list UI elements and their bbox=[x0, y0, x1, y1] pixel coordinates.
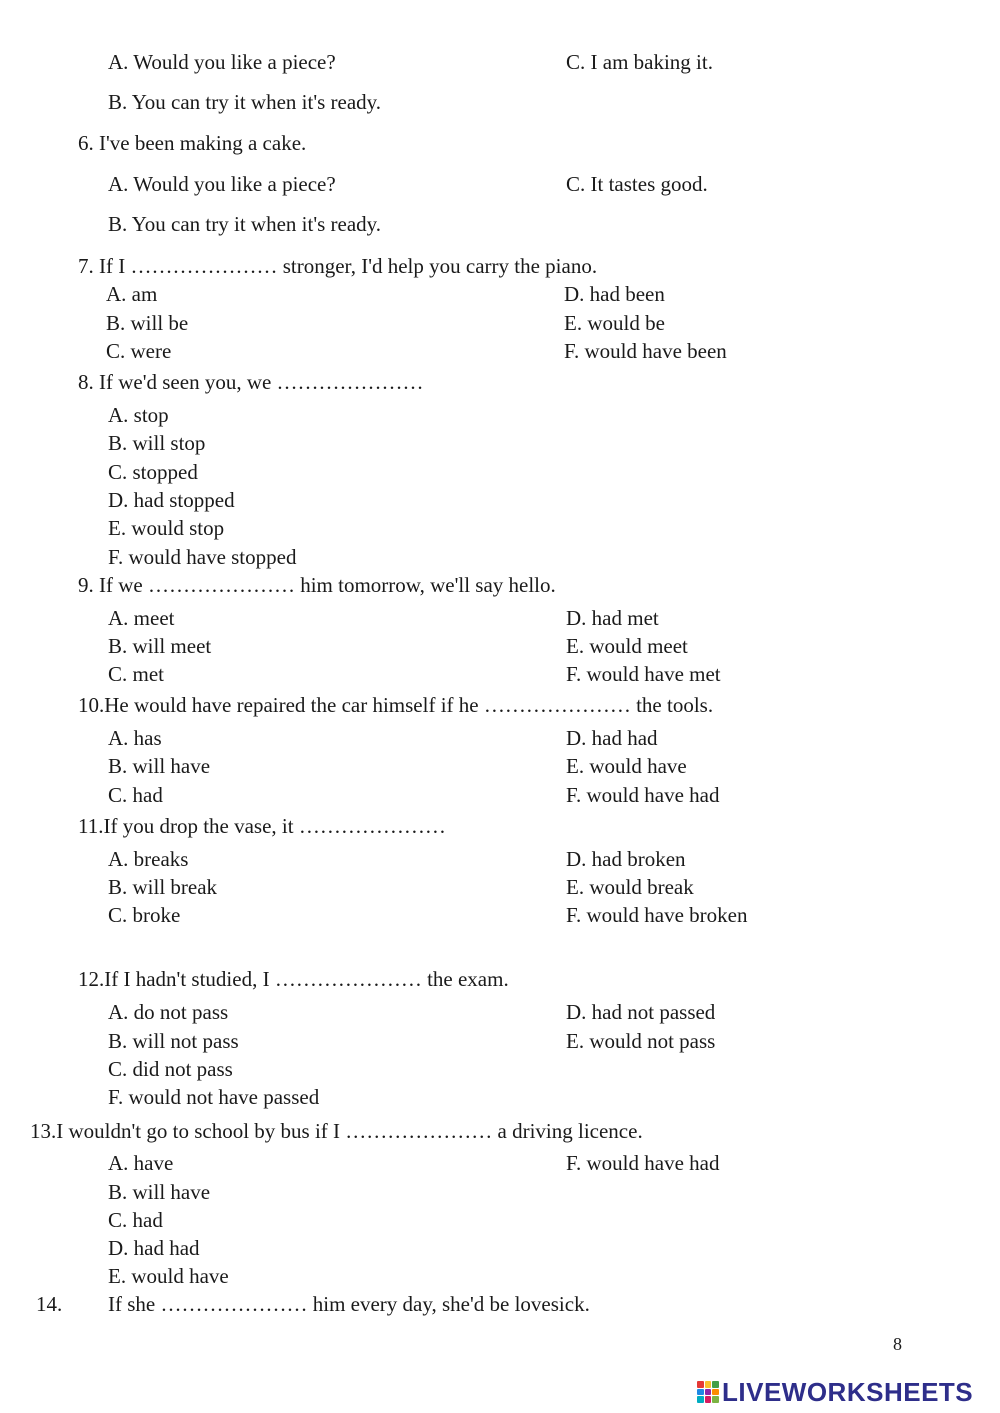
option-10c: C. had bbox=[108, 783, 163, 807]
page-number: 8 bbox=[893, 1334, 902, 1354]
option-8d: D. had stopped bbox=[108, 488, 235, 512]
option-9b: B. will meet bbox=[108, 634, 212, 658]
option-10a: A. has bbox=[108, 726, 162, 750]
logo-square bbox=[697, 1396, 704, 1403]
option-7b: B. will be bbox=[106, 311, 189, 335]
option-13e: E. would have bbox=[108, 1264, 229, 1288]
question-10: 10.He would have repaired the car himself if he ………………… the tools. bbox=[78, 693, 714, 717]
logo-square bbox=[697, 1381, 704, 1388]
option-12c: C. did not pass bbox=[108, 1057, 233, 1081]
option-13f: F. would have had bbox=[566, 1151, 720, 1175]
option-9d: D. had met bbox=[566, 606, 659, 630]
option-5a: A. Would you like a piece? bbox=[108, 50, 336, 74]
option-11c: C. broke bbox=[108, 903, 181, 927]
option-11e: E. would break bbox=[566, 875, 694, 899]
option-8c: C. stopped bbox=[108, 460, 198, 484]
option-8b: B. will stop bbox=[108, 431, 206, 455]
logo-square bbox=[705, 1381, 712, 1388]
question-14-number: 14. bbox=[36, 1292, 63, 1316]
option-7c: C. were bbox=[106, 339, 172, 363]
option-12d: D. had not passed bbox=[566, 1000, 716, 1024]
logo-square bbox=[697, 1389, 704, 1396]
question-14: If she ………………… him every day, she'd be lovesick. bbox=[108, 1292, 590, 1316]
logo-square bbox=[705, 1389, 712, 1396]
option-11b: B. will break bbox=[108, 875, 218, 899]
option-13a: A. have bbox=[108, 1151, 174, 1175]
watermark-text: LIVEWORKSHEETS bbox=[722, 1376, 974, 1407]
option-10d: D. had had bbox=[566, 726, 658, 750]
option-5b: B. You can try it when it's ready. bbox=[108, 90, 382, 114]
option-11f: F. would have broken bbox=[566, 903, 748, 927]
option-12e: E. would not pass bbox=[566, 1029, 716, 1053]
logo-square bbox=[712, 1396, 719, 1403]
question-13: 13.I wouldn't go to school by bus if I ………………… a driving licence. bbox=[30, 1119, 643, 1143]
question-11: 11.If you drop the vase, it ………………… bbox=[78, 814, 446, 838]
option-10e: E. would have bbox=[566, 754, 687, 778]
option-10b: B. will have bbox=[108, 754, 211, 778]
option-10f: F. would have had bbox=[566, 783, 720, 807]
option-11a: A. breaks bbox=[108, 847, 189, 871]
question-8: 8. If we'd seen you, we ………………… bbox=[78, 370, 424, 394]
option-9c: C. met bbox=[108, 662, 164, 686]
option-6c: C. It tastes good. bbox=[566, 172, 708, 196]
option-13c: C. had bbox=[108, 1208, 163, 1232]
question-9: 9. If we ………………… him tomorrow, we'll say hello. bbox=[78, 573, 556, 597]
logo-square bbox=[705, 1396, 712, 1403]
option-6a: A. Would you like a piece? bbox=[108, 172, 336, 196]
question-7: 7. If I ………………… stronger, I'd help you carry the piano. bbox=[78, 254, 598, 278]
option-7a: A. am bbox=[106, 282, 158, 306]
option-7d: D. had been bbox=[564, 282, 665, 306]
option-7e: E. would be bbox=[564, 311, 665, 335]
option-12f: F. would not have passed bbox=[108, 1085, 320, 1109]
option-9e: E. would meet bbox=[566, 634, 688, 658]
liveworksheets-logo-icon bbox=[697, 1381, 719, 1403]
option-9a: A. meet bbox=[108, 606, 175, 630]
option-5c: C. I am baking it. bbox=[566, 50, 713, 74]
option-8a: A. stop bbox=[108, 403, 169, 427]
option-7f: F. would have been bbox=[564, 339, 727, 363]
option-9f: F. would have met bbox=[566, 662, 721, 686]
question-6: 6. I've been making a cake. bbox=[78, 131, 307, 155]
option-13d: D. had had bbox=[108, 1236, 200, 1260]
logo-square bbox=[712, 1381, 719, 1388]
liveworksheets-watermark bbox=[697, 1378, 973, 1406]
option-8f: F. would have stopped bbox=[108, 545, 297, 569]
option-6b: B. You can try it when it's ready. bbox=[108, 212, 382, 236]
option-11d: D. had broken bbox=[566, 847, 686, 871]
logo-square bbox=[712, 1389, 719, 1396]
question-12: 12.If I hadn't studied, I ………………… the exam. bbox=[78, 967, 509, 991]
option-13b: B. will have bbox=[108, 1180, 211, 1204]
option-12b: B. will not pass bbox=[108, 1029, 239, 1053]
option-8e: E. would stop bbox=[108, 516, 225, 540]
option-12a: A. do not pass bbox=[108, 1000, 229, 1024]
